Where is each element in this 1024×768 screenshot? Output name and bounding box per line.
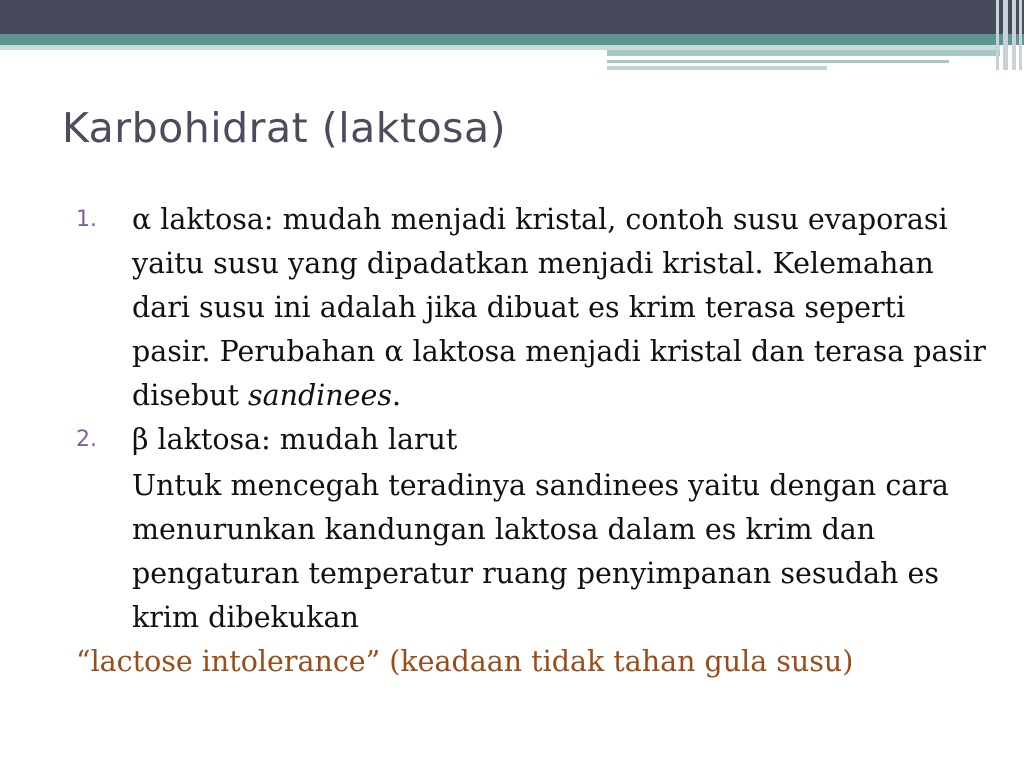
header-decor-line [607,66,827,70]
header-decor-vertical-line [1003,0,1008,70]
list-number: 1. [76,207,97,232]
header-bar [0,0,1024,34]
header-decor-line [607,60,949,63]
list-number: 2. [76,427,97,452]
emphasis-term: sandinees [247,379,393,412]
list-item-text: β laktosa: mudah larut [132,423,458,456]
header-decor-vertical-line [1012,0,1016,70]
header-decor-line [607,50,1000,56]
slide-title: Karbohidrat (laktosa) [62,104,507,152]
list-item-text: α laktosa: mudah menjadi kristal, contoh susu evaporasi yaitu susu yang dipadatkan menjadi kristal. Kelemahan dari susu ini adalah jika dibuat es krim terasa seperti pasir. Perubahan α laktosa menjadi kristal dan terasa pasir disebut sandinees. [132,203,986,412]
header-accent-strip [0,34,1024,45]
list-item [76,198,986,418]
slide-body [76,198,986,684]
header-decor-vertical-line [1019,0,1022,70]
header-decor-vertical-line [996,0,999,70]
list-item [76,418,986,462]
footnote-text: “lactose intolerance” (keadaan tidak tahan gula susu) [76,645,854,678]
list-continuation-paragraph: Untuk mencegah teradinya sandinees yaitu dengan cara menurunkan kandungan laktosa dalam es krim dan pengaturan temperatur ruang penyimpanan sesudah es krim dibekukan [132,469,949,634]
